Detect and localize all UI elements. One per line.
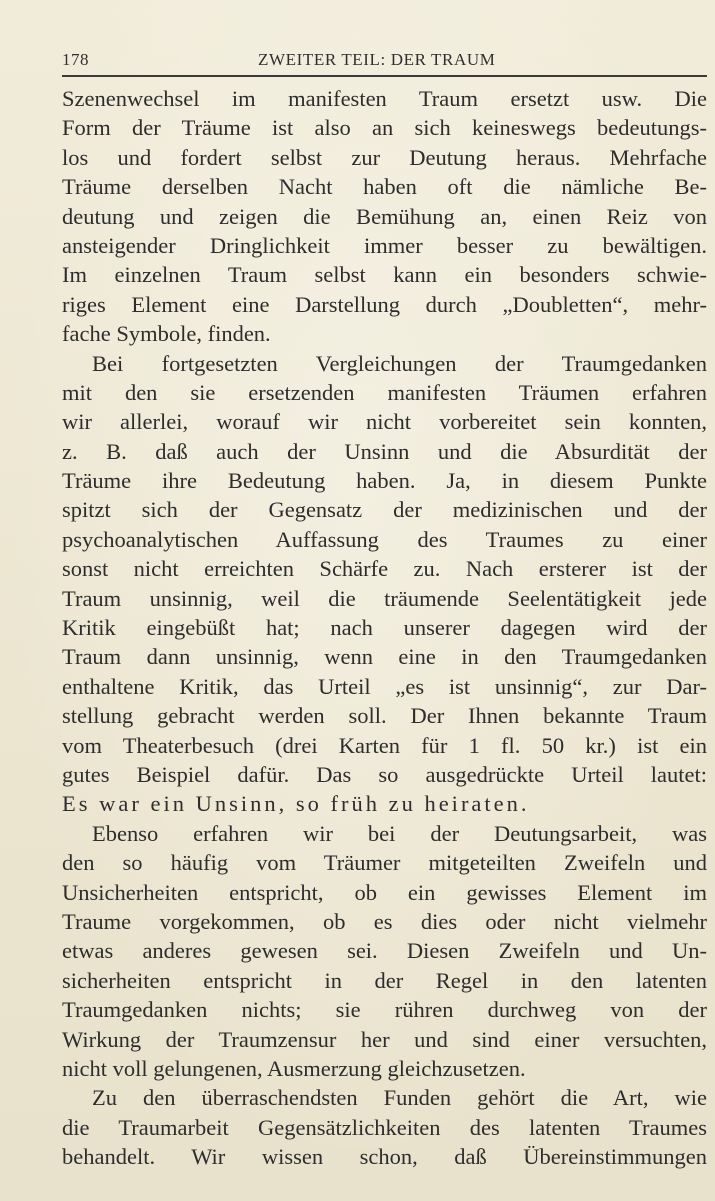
text-line: los und fordert selbst zur Deutung heraus. Mehrfache: [62, 144, 707, 170]
text-line: Traum dann unsinnig, wenn eine in den Traumgedanken: [62, 644, 707, 670]
text-line: stellung gebracht werden soll. Der Ihnen bekannte Traum: [62, 703, 707, 729]
text-line: Zu den überraschendsten Funden gehört die Art, wie: [92, 1085, 707, 1111]
text-line: sonst nicht erreichten Schärfe zu. Nach ersterer ist der: [62, 556, 707, 582]
header-rule: [62, 75, 707, 77]
text-line: fache Symbole, finden.: [62, 321, 271, 347]
text-line: die Traumarbeit Gegensätzlichkeiten des latenten Traumes: [62, 1114, 707, 1140]
body-text: [62, 84, 707, 1171]
text-line: spitzt sich der Gegensatz der medizinischen und der: [62, 497, 707, 523]
text-line: Ebenso erfahren wir bei der Deutungsarbeit, was: [92, 820, 707, 846]
text-line: sicherheiten entspricht in der Regel in den latenten: [62, 967, 707, 993]
text-line: mit den sie ersetzenden manifesten Träumen erfahren: [62, 379, 707, 405]
text-line: behandelt. Wir wissen schon, daß Übereinstimmungen: [62, 1144, 707, 1170]
text-line: Traume vorgekommen, ob es dies oder nicht vielmehr: [62, 908, 707, 934]
page-number: 178: [62, 50, 89, 69]
text-line: etwas anderes gewesen sei. Diesen Zweifeln und Un-: [62, 938, 707, 964]
text-line: z. B. daß auch der Unsinn und die Absurdität der: [62, 438, 707, 464]
text-line: vom Theaterbesuch (drei Karten für 1 fl. 50 kr.) ist ein: [62, 732, 707, 758]
text-line: wir allerlei, worauf wir nicht vorbereitet sein konnten,: [62, 409, 707, 435]
text-line: Träume ihre Bedeutung haben. Ja, in diesem Punkte: [62, 468, 707, 494]
text-line: gutes Beispiel dafür. Das so ausgedrückte Urteil lautet:: [62, 761, 707, 787]
running-head: ZWEITER TEIL: DER TRAUM: [258, 50, 496, 69]
text-line: Unsicherheiten entspricht, ob ein gewisses Element im: [62, 879, 707, 905]
text-line: Kritik eingebüßt hat; nach unserer dagegen wird der: [62, 615, 707, 641]
text-line: Im einzelnen Traum selbst kann ein besonders schwie-: [62, 262, 707, 288]
text-line: riges Element eine Darstellung durch „Doubletten“, mehr-: [62, 291, 707, 317]
text-line: Träume derselben Nacht haben oft die nämliche Be-: [62, 174, 707, 200]
text-line: ansteigender Dringlichkeit immer besser zu bewältigen.: [62, 232, 707, 258]
text-line: deutung und zeigen die Bemühung an, einen Reiz von: [62, 203, 707, 229]
text-line: Bei fortgesetzten Vergleichungen der Traumgedanken: [92, 350, 707, 376]
text-line: Form der Träume ist also an sich keineswegs bedeutungs-: [62, 115, 707, 141]
text-line: Szenenwechsel im manifesten Traum ersetzt usw. Die: [62, 86, 707, 111]
text-line: nicht voll gelungenen, Ausmerzung gleichzusetzen.: [62, 1055, 526, 1081]
text-line: psychoanalytischen Auffassung des Traumes zu einer: [62, 526, 707, 552]
text-line: enthaltene Kritik, das Urteil „es ist unsinnig“, zur Dar-: [62, 673, 707, 699]
text-line: Traumgedanken nichts; sie rühren durchweg von der: [62, 997, 707, 1023]
text-line: Es war ein Unsinn, so früh zu heiraten.: [62, 791, 530, 817]
text-line: den so häufig vom Träumer mitgeteilten Zweifeln und: [62, 850, 707, 876]
page-header: [62, 50, 707, 76]
text-line: Traum unsinnig, weil die träumende Seelentätigkeit jede: [62, 585, 707, 611]
text-line: Wirkung der Traumzensur her und sind einer versuchten,: [62, 1026, 707, 1052]
